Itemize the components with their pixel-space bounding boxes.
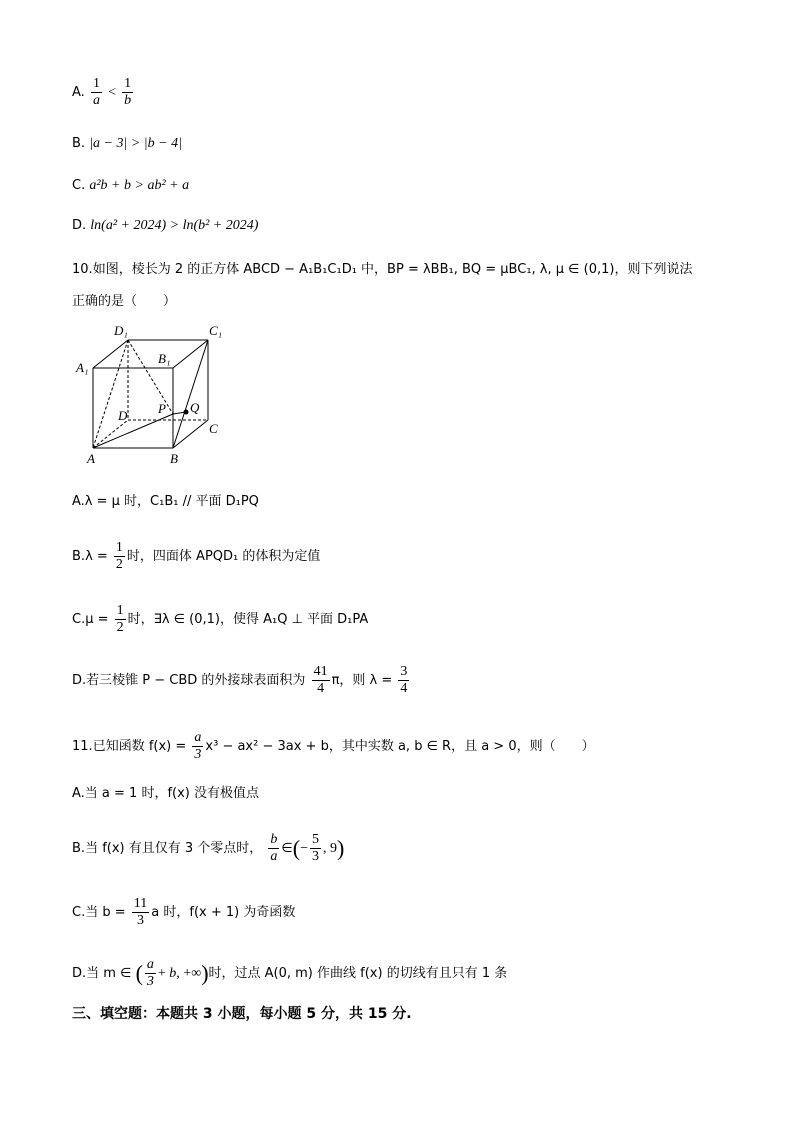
q11-option-b: B.当 f(x) 有且仅有 3 个零点时， $\frac{b}{a}$ ∈(− $\frac{5}{3}$ , 9) — [72, 832, 345, 864]
segment-bc1 — [173, 340, 208, 448]
q9-option-a: A. $\frac{1}{a}$ < $\frac{1}{b}$ — [72, 76, 132, 108]
fraction-5-over-3: $\frac{5}{3}$ — [311, 832, 319, 864]
q10-option-c: C.μ = $\frac{1}{2}$ 时，∃λ ∈ (0,1)，使得 A₁Q ⊥ 平面 D₁PA — [72, 603, 369, 635]
fraction-1-over-a: $\frac{1}{a}$ — [92, 76, 100, 108]
label-a: A — [87, 451, 95, 466]
edge-a1d1 — [93, 340, 128, 368]
label-a1: A₁ — [76, 360, 89, 375]
label-d: D — [118, 408, 128, 423]
q10-option-d: D.若三棱锥 P − CBD 的外接球表面积为 $\frac{41}{4}$ π，则 λ = $\frac{3}{4}$ — [72, 664, 408, 696]
q11-stem: 11.已知函数 f(x) = $\frac{a}{3}$ x³ − ax² − 3ax + b，其中实数 a, b ∈ R，且 a > 0，则（ ） — [72, 730, 595, 762]
q9-option-c: C. a²b + b > ab² + a — [72, 178, 190, 193]
fraction-a-over-3: $\frac{a}{3}$ — [146, 957, 154, 989]
q10-option-b: B.λ = $\frac{1}{2}$ 时，四面体 APQD₁ 的体积为定值 — [72, 540, 321, 572]
label-q: Q — [190, 400, 200, 415]
edge-b1c1 — [173, 340, 208, 368]
label-c1: C₁ — [209, 323, 223, 338]
q9-option-d: D. ln(a² + 2024) > ln(b² + 2024) — [72, 218, 259, 233]
segment-ap — [93, 414, 173, 448]
q11-option-c: C.当 b = $\frac{11}{3}$ a 时，f(x + 1) 为奇函数 — [72, 896, 296, 928]
option-expression: |a − 3| > |b − 4| — [89, 136, 182, 151]
label-c: C — [209, 421, 218, 436]
fraction-one-half: $\frac{1}{2}$ — [116, 603, 124, 635]
point-q — [184, 410, 189, 415]
cube-figure — [72, 318, 232, 468]
q11-option-d: D.当 m ∈ ( $\frac{a}{3}$ + b, +∞)时，过点 A(0, m) 作曲线 f(x) 的切线有且只有 1 条 — [72, 957, 508, 989]
label-b1: B₁ — [158, 351, 171, 366]
fraction-41-over-4: $\frac{41}{4}$ — [313, 664, 328, 696]
fraction-11-over-3: $\frac{11}{3}$ — [133, 896, 148, 928]
q10-option-a: A.λ = μ 时，C₁B₁ // 平面 D₁PQ — [72, 494, 259, 509]
fraction-b-over-a: $\frac{b}{a}$ — [270, 832, 278, 864]
option-label: A. — [72, 85, 85, 100]
q9-option-b: B. |a − 3| > |b − 4| — [72, 136, 182, 151]
section-heading: 三、填空题：本题共 3 小题，每小题 5 分，共 15 分. — [72, 1006, 412, 1022]
fraction-a-over-3: $\frac{a}{3}$ — [194, 730, 202, 762]
label-p: P — [158, 401, 166, 416]
q11-option-a: A.当 a = 1 时，f(x) 没有极值点 — [72, 786, 260, 801]
segment-d1a — [93, 340, 128, 448]
option-expression: a²b + b > ab² + a — [89, 178, 190, 193]
q10-stem-line1: 10.如图，棱长为 2 的正方体 ABCD − A₁B₁C₁D₁ 中，BP = λBB₁, BQ = μBC₁, λ, μ ∈ (0,1)，则下列说法 — [72, 262, 693, 277]
fraction-3-over-4: $\frac{3}{4}$ — [400, 664, 408, 696]
question-number: 10. — [72, 262, 93, 277]
edge-ad — [93, 420, 128, 448]
question-number: 11. — [72, 739, 93, 754]
fraction-one-half: $\frac{1}{2}$ — [115, 540, 123, 572]
fraction-1-over-b: $\frac{1}{b}$ — [124, 76, 132, 108]
label-d1: D₁ — [114, 323, 128, 338]
q10-stem-line2: 正确的是（ ） — [72, 294, 177, 309]
option-expression: ln(a² + 2024) > ln(b² + 2024) — [90, 218, 259, 233]
label-b: B — [170, 451, 178, 466]
edge-bc — [173, 420, 208, 448]
